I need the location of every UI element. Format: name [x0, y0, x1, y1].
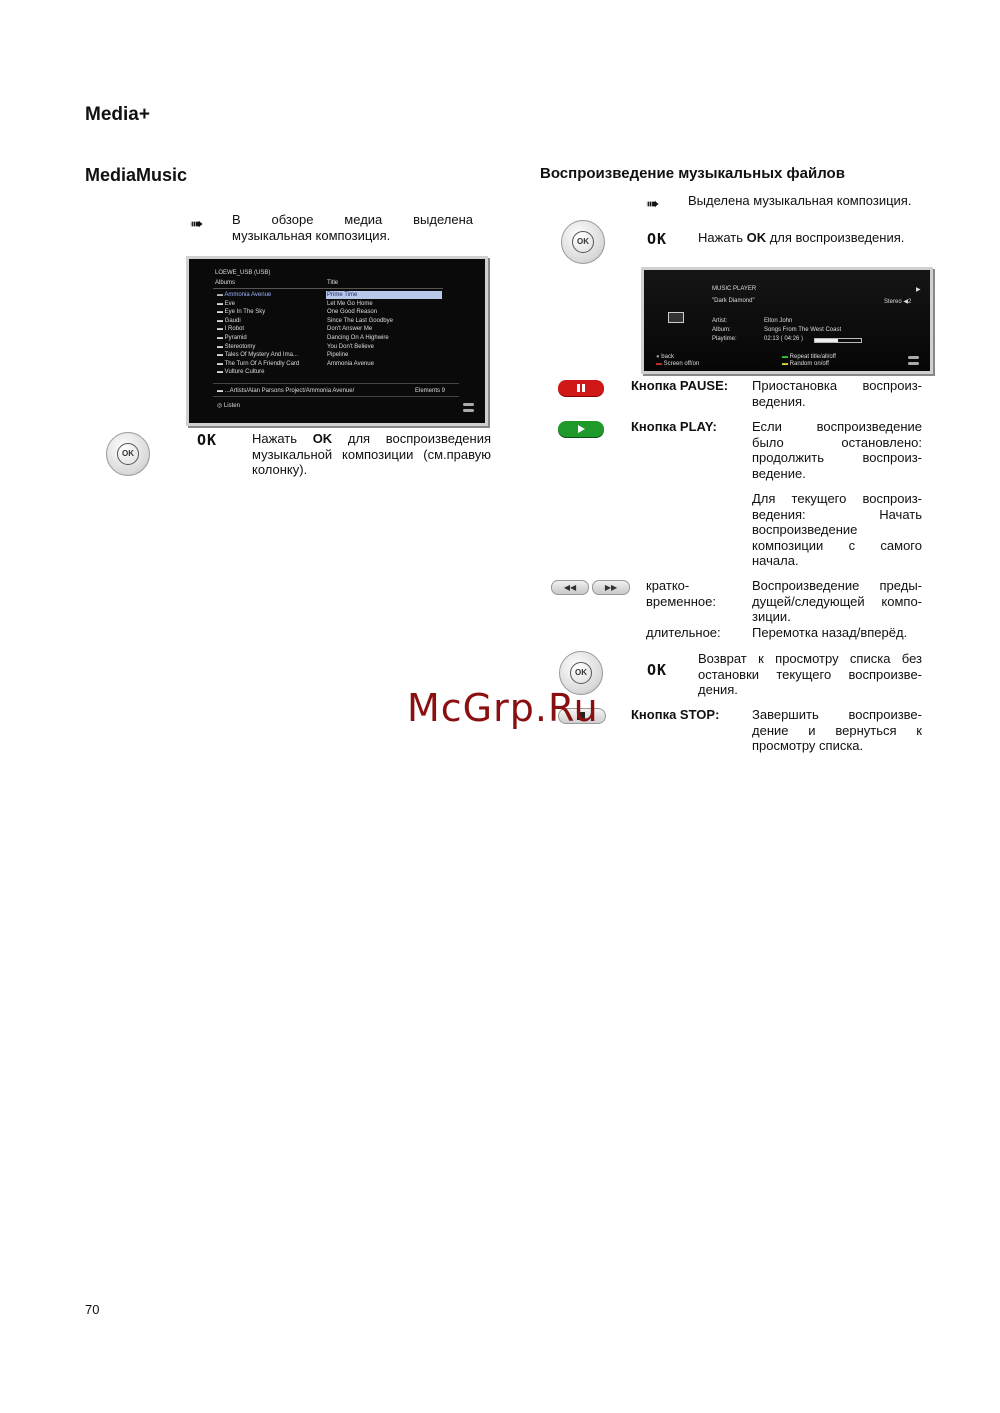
- music-player-screenshot: [641, 267, 933, 374]
- stop-description: Завершить воспроизве-дение и вернуться к просмотру списка.: [752, 707, 922, 753]
- ok-label: OK: [197, 431, 218, 449]
- albums-column-header: Albums: [215, 280, 236, 286]
- list-item[interactable]: ▬ Eye In The Sky: [217, 309, 266, 316]
- list-item[interactable]: Let Me Go Home: [327, 300, 373, 307]
- ok-label: OK: [647, 230, 668, 248]
- player-title: MUSIC PLAYER: [712, 286, 757, 292]
- random-hint: ▬ Random on/off: [782, 361, 829, 367]
- list-item-selected[interactable]: Prime Time: [327, 292, 358, 298]
- ok-button-icon: OK: [559, 651, 603, 695]
- list-item[interactable]: Dancing On A Highwire: [327, 335, 389, 341]
- screen-off-hint: ▬ Screen off/on: [656, 361, 700, 367]
- list-item[interactable]: Ammonia Avenue: [327, 360, 374, 367]
- stop-label: Кнопка STOP:: [631, 707, 720, 722]
- list-item[interactable]: ▬ Gaudi: [217, 317, 241, 324]
- title-column-header: Title: [327, 280, 339, 286]
- pause-description: Приостановка воспроиз-ведения.: [752, 378, 922, 409]
- list-item[interactable]: ▬ Stereotomy: [217, 343, 256, 350]
- play-description-current: Для текущего воспроиз-ведения: Начать воспроизведение композиции с самого начала.: [752, 491, 922, 568]
- page-title: Media+: [85, 104, 150, 125]
- listen-hint: ◎ Listen: [217, 403, 240, 409]
- list-item[interactable]: ▬ Pyramid: [217, 335, 247, 341]
- playtime-label: Playtime:: [712, 336, 737, 342]
- list-item[interactable]: ▬ Vulture Culture: [217, 369, 265, 376]
- list-item[interactable]: ▬ The Turn Of A Friendly Card: [217, 360, 300, 367]
- play-description-stopped: Если воспроизведение было остановлено: продолжить воспроиз-ведение.: [752, 419, 922, 481]
- track-name: "Dark Diamond": [712, 298, 755, 304]
- list-item[interactable]: One Good Reason: [327, 309, 378, 316]
- left-note-text: В обзоре медиа выделена музыкальная композиция.: [232, 212, 473, 243]
- watermark: McGrp.Ru: [407, 686, 599, 730]
- path-label: ▬ ...Artists/Alan Parsons Project/Ammonia Avenue/: [217, 388, 355, 394]
- play-button-icon: [558, 421, 604, 437]
- repeat-hint: ▬ Repeat title/all/off: [782, 354, 836, 360]
- elements-count: Elements 9: [415, 388, 446, 394]
- album-label: Album:: [712, 327, 731, 333]
- playtime-value: 02:13 ( 04:26 ): [764, 336, 804, 342]
- list-item[interactable]: ▬ Eve: [217, 300, 236, 307]
- album-value: Songs From The West Coast: [764, 327, 842, 333]
- pause-label: Кнопка PAUSE:: [631, 378, 729, 393]
- list-item[interactable]: ▬ I Robot: [217, 326, 245, 333]
- list-item[interactable]: Don't Answer Me: [327, 326, 373, 333]
- list-item[interactable]: You Don't Believe: [327, 343, 374, 350]
- list-item[interactable]: Since The Last Goodbye: [327, 317, 393, 324]
- note-arrow-icon: ➠: [646, 196, 660, 213]
- ok-return-description: Возврат к просмотру списка без остановки текущего воспроизве-дения.: [698, 651, 922, 697]
- device-label: LOEWE_USB (USB): [215, 270, 271, 276]
- rewind-button-icon: ◀◀: [551, 580, 589, 595]
- note-arrow-icon: ➠: [190, 216, 204, 233]
- short-press-label: кратко-временное:: [646, 578, 716, 609]
- long-press-description: Перемотка назад/вперёд.: [752, 625, 908, 640]
- audio-mode: Stereo ◀2: [884, 299, 912, 305]
- section-heading-mediamusic: MediaMusic: [85, 165, 188, 185]
- progress-fill: [815, 339, 838, 342]
- list-item[interactable]: ▬ Tales Of Mystery And Ima...: [217, 352, 298, 359]
- artist-label: Artist:: [712, 318, 728, 324]
- play-label: Кнопка PLAY:: [631, 419, 717, 434]
- artist-value: Elton John: [764, 318, 793, 324]
- back-hint: ● back: [656, 354, 674, 360]
- long-press-label: длительное:: [646, 625, 721, 640]
- list-item[interactable]: Pipeline: [327, 352, 349, 359]
- music-file-icon: [668, 312, 684, 323]
- fast-forward-button-icon: ▶▶: [592, 580, 630, 595]
- right-ok-instruction: Нажать OK для воспроизведения.: [698, 230, 905, 245]
- list-item[interactable]: ▬ Ammonia Avenue: [217, 292, 272, 298]
- section-heading-playback: Воспроизведение музыкальных файлов: [540, 165, 845, 182]
- media-browser-screenshot: [186, 256, 488, 426]
- pause-button-icon: [558, 380, 604, 396]
- short-press-description: Воспроизведение преды-дущей/следующей компо-зиции.: [752, 578, 922, 624]
- progress-bar: [814, 338, 862, 343]
- left-ok-instruction: Нажать OK для воспроизведения музыкальной композиции (см.правую колонку).: [252, 431, 491, 477]
- right-note-text: Выделена музыкальная композиция.: [688, 193, 912, 208]
- page-number: 70: [85, 1302, 100, 1317]
- ok-button-icon: OK: [561, 220, 605, 264]
- ok-label: OK: [647, 661, 668, 679]
- play-state-icon: ▶: [916, 287, 921, 293]
- ok-button-icon: OK: [106, 432, 150, 476]
